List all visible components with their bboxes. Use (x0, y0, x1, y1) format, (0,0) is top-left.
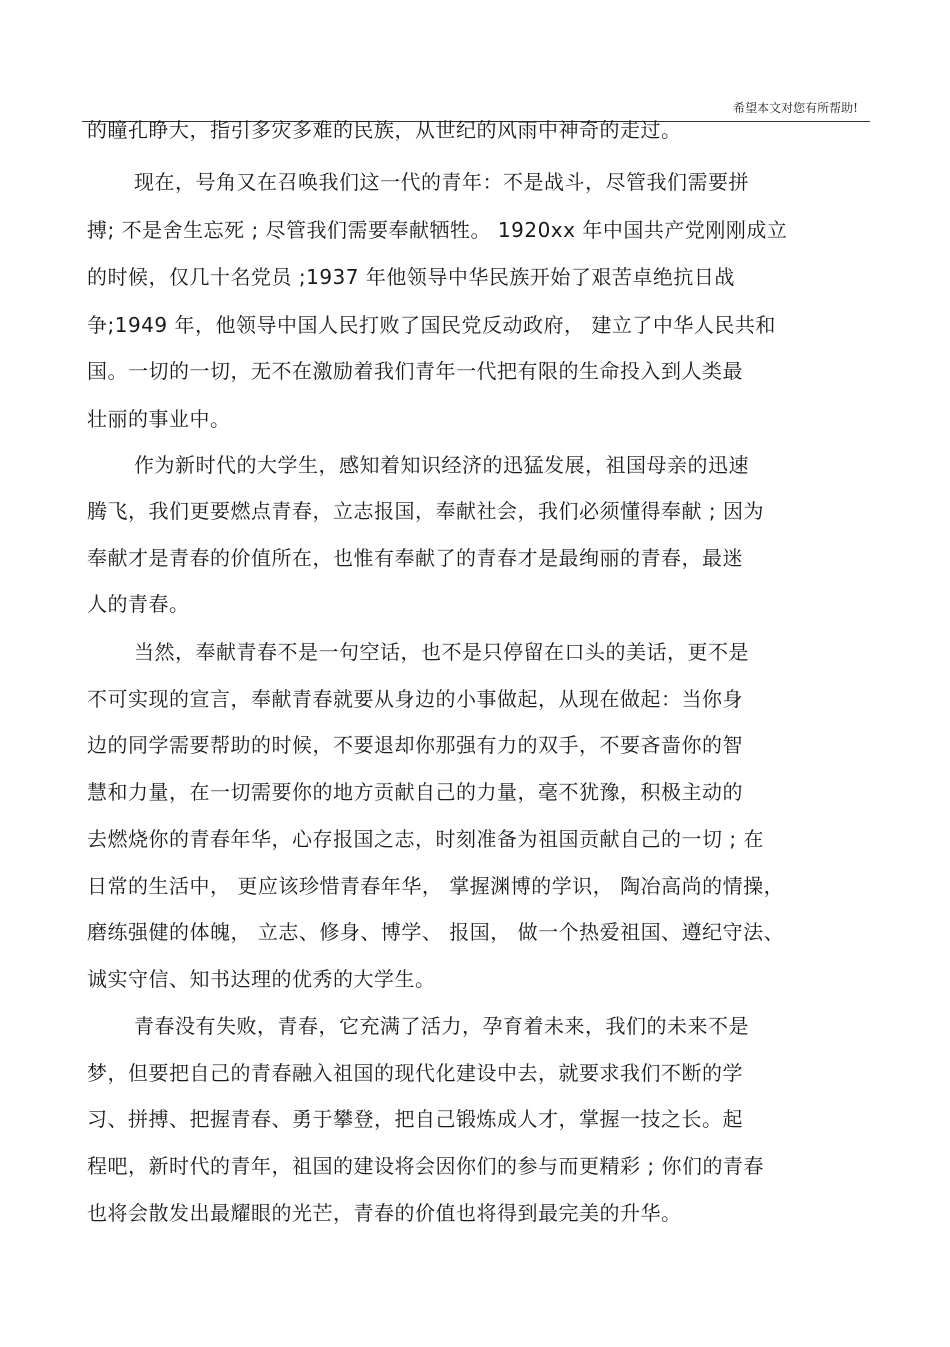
body-line: 慧和力量，在一切需要你的地方贡献自己的力量，毫不犹豫，积极主动的 (87, 780, 743, 804)
body-line: 争;1949 年，他领导中国人民打败了国民党反动政府， 建立了中华人民共和 (87, 313, 776, 337)
body-line: 日常的生活中， 更应该珍惜青春年华， 掌握渊博的学识， 陶冶高尚的情操， (87, 874, 785, 898)
body-line: 当然，奉献青春不是一句空话，也不是只停留在口头的美话，更不是 (134, 640, 749, 664)
body-line: 梦，但要把自己的青春融入祖国的现代化建设中去，就要求我们不断的学 (87, 1061, 743, 1085)
body-line: 的瞳孔睁大，指引多灾多难的民族，从世纪的风雨中神奇的走过。 (87, 118, 682, 142)
body-line: 搏; 不是舍生忘死 ; 尽管我们需要奉献牺牲。 1920xx 年中国共产党刚刚成立 (87, 218, 788, 242)
body-line: 的时候，仅几十名党员 ;1937 年他领导中华民族开始了艰苦卓绝抗日战 (87, 265, 735, 289)
body-line: 作为新时代的大学生，感知着知识经济的迅猛发展，祖国母亲的迅速 (134, 453, 749, 477)
body-line: 壮丽的事业中。 (87, 407, 231, 431)
body-line: 去燃烧你的青春年华，心存报国之志，时刻准备为祖国贡献自己的一切 ; 在 (87, 827, 764, 851)
body-line: 腾飞，我们更要燃点青春，立志报国，奉献社会，我们必须懂得奉献 ; 因为 (87, 499, 764, 523)
body-line: 程吧，新时代的青年，祖国的建设将会因你们的参与而更精彩 ; 你们的青春 (87, 1154, 764, 1178)
body-line: 习、拼搏、把握青春、勇于攀登，把自己锻炼成人才，掌握一技之长。起 (87, 1107, 743, 1131)
body-line: 边的同学需要帮助的时候，不要退却你那强有力的双手，不要吝啬你的智 (87, 733, 743, 757)
body-line: 现在，号角又在召唤我们这一代的青年：不是战斗，尽管我们需要拼 (134, 170, 749, 194)
body-line: 奉献才是青春的价值所在，也惟有奉献了的青春才是最绚丽的青春，最迷 (87, 546, 743, 570)
body-line: 国。一切的一切，无不在激励着我们青年一代把有限的生命投入到人类最 (87, 359, 743, 383)
body-line: 不可实现的宣言，奉献青春就要从身边的小事做起，从现在做起：当你身 (87, 687, 743, 711)
body-line: 磨练强健的体魄， 立志、修身、博学、 报国， 做一个热爱祖国、遵纪守法、 (87, 920, 785, 944)
header-note: 希望本文对您有所帮助! (733, 101, 858, 115)
body-line: 也将会散发出最耀眼的光芒，青春的价值也将得到最完美的升华。 (87, 1201, 682, 1225)
body-line: 人的青春。 (87, 592, 190, 616)
body-line: 诚实守信、知书达理的优秀的大学生。 (87, 967, 436, 991)
body-line: 青春没有失败，青春，它充满了活力，孕育着未来，我们的未来不是 (134, 1014, 749, 1038)
